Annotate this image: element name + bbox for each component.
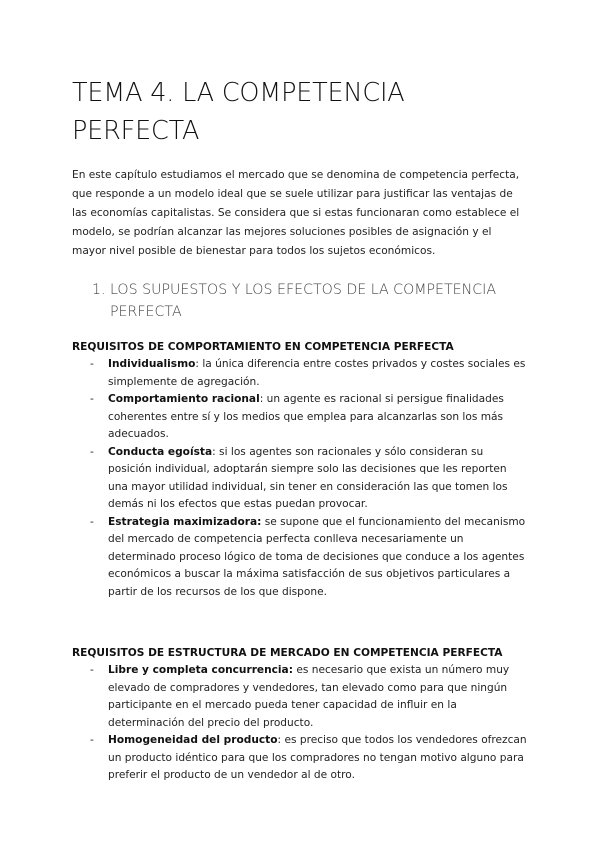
list-item <box>72 514 528 602</box>
requirements-list-comportamiento <box>72 356 528 601</box>
item-text: es necesario que exista un número muy elevado de compradores y vendedores, tan elevado como para que ningún participante en el mercado pueda tener capacidad de influir en la determinación del precio del producto. <box>108 664 510 729</box>
item-term: Comportamiento racional <box>108 393 260 405</box>
page-title: TEMA 4. LA COMPETENCIA PERFECTA <box>72 78 405 146</box>
item-term: Conducta egoísta <box>108 445 213 458</box>
intro-paragraph: En este capítulo estudiamos el mercado que se denomina de competencia perfecta, que responde a un modelo ideal que se suele utilizar para justificar las ventajas de las economías capitalistas. Se considera que si estas funcionaran como establece el modelo, se podrían alcanzar las mejores soluciones posibles de asignación y el mayor nivel posible de bienestar para todos los sujetos económicos. <box>72 169 520 257</box>
bullet-dash: - <box>90 393 94 405</box>
section-title: LOS SUPUESTOS Y LOS EFECTOS DE LA COMPETENCIA PERFECTA <box>110 282 497 320</box>
list-item <box>72 662 528 732</box>
list-item <box>72 356 528 391</box>
item-text: : si los agentes son racionales y sólo consideran su posición individual, adoptarán siempre solo las decisiones que les reporten una mayor utilidad individual, sin tener en consideración las que tomen los demás ni los efectos que estas puedan provocar. <box>108 445 508 510</box>
block-title-estructura: REQUISITOS DE ESTRUCTURA DE MERCADO EN COMPETENCIA PERFECTA <box>72 647 503 659</box>
section-heading <box>92 279 528 323</box>
block-title-comportamiento: REQUISITOS DE COMPORTAMIENTO EN COMPETENCIA PERFECTA <box>72 341 454 353</box>
list-item <box>72 732 528 785</box>
section-number: 1. <box>92 282 106 298</box>
list-item <box>72 444 528 514</box>
item-term: Libre y completa concurrencia: <box>108 664 293 676</box>
bullet-dash: - <box>90 664 94 676</box>
item-text: se supone que el funcionamiento del mecanismo del mercado de competencia perfecta conlleva necesariamente un determinado proceso lógico de toma de decisiones que conduce a los agentes económicos a buscar la máxima satisfacción de sus objetivos particulares a partir de los recursos de los que dispone. <box>108 515 526 598</box>
requirements-list-estructura <box>72 662 528 785</box>
item-term: Estrategia maximizadora: <box>108 515 262 528</box>
bullet-dash: - <box>90 358 94 370</box>
bullet-dash: - <box>90 734 94 746</box>
item-text: : es preciso que todos los vendedores ofrezcan un producto idéntico para que los compradores no tengan motivo alguno para preferir el producto de un vendedor al de otro. <box>108 734 527 781</box>
item-term: Individualismo <box>108 358 196 370</box>
bullet-dash: - <box>90 445 94 458</box>
item-text: : un agente es racional si persigue finalidades coherentes entre sí y los medios que emplea para alcanzarlas son los más adecuados. <box>108 393 504 440</box>
list-item <box>72 391 528 444</box>
item-text: : la única diferencia entre costes privados y costes sociales es simplemente de agregación. <box>108 358 526 388</box>
item-term: Homogeneidad del producto <box>108 734 278 746</box>
bullet-dash: - <box>90 515 94 528</box>
